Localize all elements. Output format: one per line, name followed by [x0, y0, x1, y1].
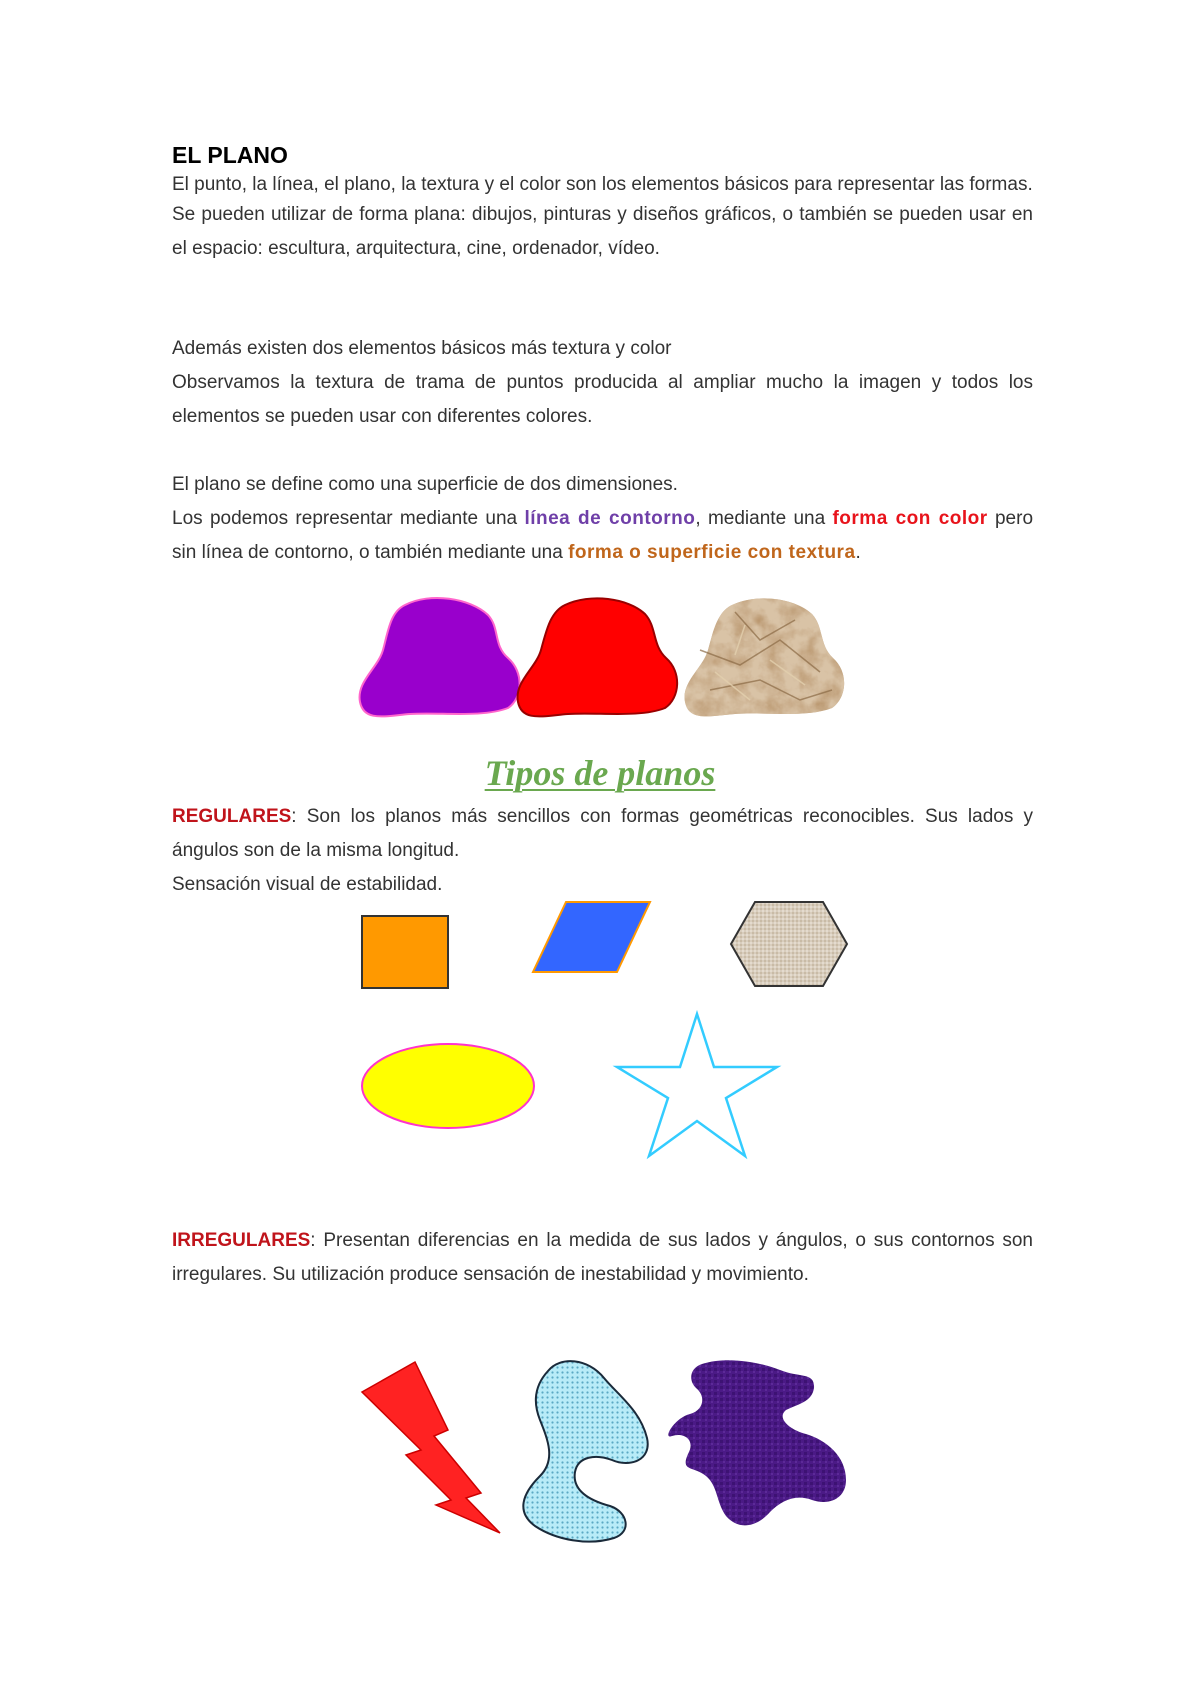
red-lightning-shape — [362, 1362, 500, 1533]
irregular-label: IRREGULARES — [172, 1230, 311, 1251]
cyan-star-shape — [617, 1014, 777, 1156]
plane-text-b: , mediante una — [695, 508, 833, 529]
highlight-color-shape: forma con color — [832, 508, 988, 529]
red-blob-shape — [518, 598, 678, 716]
highlight-line-contour: línea de contorno — [524, 508, 696, 529]
regular-label: REGULARES — [172, 806, 292, 827]
plane-text-c: pero sin línea de contorno, o también mediante una — [172, 508, 1034, 563]
irregular-text: : Presentan diferencias en la medida de sus lados y ángulos, o sus contornos son irregulares. Su utilización produce sensación de inestabilidad y movimiento. — [172, 1230, 1033, 1285]
textured-hexagon-shape — [731, 902, 847, 986]
orange-square-shape — [362, 916, 448, 988]
dark-textured-blob-shape — [668, 1360, 846, 1525]
dotted-blob-shape — [523, 1361, 647, 1541]
regular-paragraph-2: Sensación visual de estabilidad. — [172, 874, 443, 895]
section-subtitle: Tipos de planos — [484, 753, 716, 793]
plane-text-d: . — [855, 542, 861, 563]
intro-paragraph-1: El punto, la línea, el plano, la textura y el color son los elementos básicos para representar las formas. — [172, 174, 1033, 195]
page-title: EL PLANO — [172, 142, 288, 168]
blue-parallelogram-shape — [533, 902, 650, 972]
highlight-texture-shape: forma o superficie con textura — [568, 542, 856, 563]
textured-blob-shape — [685, 598, 845, 716]
yellow-ellipse-shape — [362, 1044, 534, 1128]
plane-paragraph-1: El plano se define como una superficie de dos dimensiones. — [172, 474, 678, 495]
regular-text: : Son los planos más sencillos con formas geométricas reconocibles. Sus lados y ángulos son de la misma longitud. — [172, 806, 1033, 861]
plane-text-a: Los podemos representar mediante una — [172, 508, 525, 529]
intro-paragraph-2: Se pueden utilizar de forma plana: dibujos, pinturas y diseños gráficos, o también se pueden usar en el espacio: escultura, arquitectura, cine, ordenador, vídeo. — [172, 204, 1033, 259]
texture-paragraph-1: Además existen dos elementos básicos más textura y color — [172, 338, 672, 359]
purple-blob-shape — [360, 598, 520, 716]
texture-paragraph-2: Observamos la textura de trama de puntos producida al ampliar mucho la imagen y todos los elementos se pueden usar con diferentes colores. — [172, 372, 1033, 427]
